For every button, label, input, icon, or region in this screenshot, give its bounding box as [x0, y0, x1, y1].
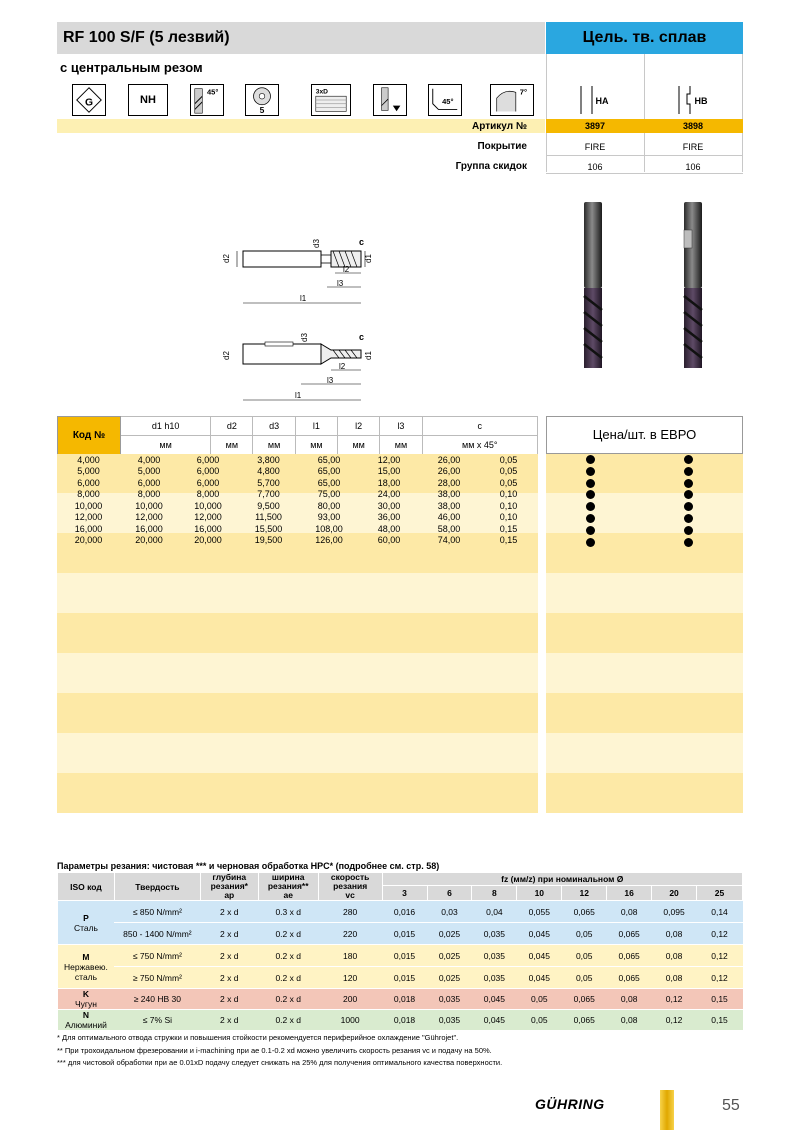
fz-cell: 0,025 — [427, 923, 472, 945]
unit-header: мм — [295, 436, 337, 455]
fz-cell: 0,08 — [607, 901, 652, 923]
ap-header: глубина резания* ap — [200, 873, 258, 901]
iso-cell: K Чугун — [58, 989, 115, 1010]
fz-cell: 0,04 — [472, 901, 517, 923]
dim-cell: 20,000 — [135, 535, 163, 546]
dim-cell: 126,00 — [315, 535, 343, 546]
dim-cell: 16,000 — [194, 523, 222, 534]
fz-cell: 0,035 — [472, 967, 517, 989]
ha-shank-icon — [578, 84, 612, 116]
diameter-header: 12 — [562, 886, 607, 901]
availability-dot — [684, 514, 693, 523]
fz-cell: 0,035 — [472, 945, 517, 967]
drawing-ha-shank — [215, 235, 385, 310]
col-header: l2 — [338, 417, 380, 436]
diameter-header: 8 — [472, 886, 517, 901]
fz-cell: 0,12 — [652, 1010, 697, 1031]
coating-label: Покрытие — [477, 141, 527, 152]
cutting-row — [58, 1010, 743, 1031]
fz-cell: 0,016 — [382, 901, 427, 923]
ap-cell: 2 x d — [200, 1010, 258, 1031]
svg-text:d3: d3 — [300, 333, 309, 342]
brand-logo: GÜHRING — [535, 1096, 605, 1112]
divider — [546, 155, 743, 156]
fz-header: fz (мм/z) при номинальном Ø — [382, 873, 742, 886]
row-band — [57, 773, 538, 813]
dim-cell: 12,000 — [194, 512, 222, 523]
fz-cell: 0,045 — [517, 945, 562, 967]
dim-cell: 18,00 — [377, 477, 401, 488]
dim-cell: 0,05 — [499, 454, 518, 465]
dim-cell: 65,00 — [317, 477, 341, 488]
flutes-icon — [245, 84, 279, 116]
cutting-row — [58, 945, 743, 967]
fz-cell: 0,05 — [562, 923, 607, 945]
fz-cell: 0,035 — [427, 989, 472, 1010]
dim-cell: 8,000 — [196, 489, 220, 500]
fz-cell: 0,08 — [652, 923, 697, 945]
dim-cell: 93,00 — [317, 512, 341, 523]
g-standard-icon — [72, 84, 106, 116]
fz-cell: 0,095 — [652, 901, 697, 923]
fz-cell: 0,05 — [562, 967, 607, 989]
fz-cell: 0,015 — [382, 945, 427, 967]
fz-cell: 0,045 — [472, 1010, 517, 1031]
dim-cell: 0,15 — [499, 523, 518, 534]
vc-header: скорость резания vc — [318, 873, 382, 901]
dim-cell: 15,500 — [254, 523, 283, 534]
unit-header: мм — [380, 436, 422, 455]
row-band — [57, 693, 538, 733]
ae-cell: 0.2 x d — [258, 1010, 318, 1031]
col-header: l1 — [295, 417, 337, 436]
table-row — [57, 489, 538, 501]
availability-dot — [586, 514, 595, 523]
dim-cell: 6,000 — [137, 477, 161, 488]
table-row — [57, 466, 538, 478]
dim-cell: 0,10 — [499, 512, 518, 523]
dim-cell: 9,500 — [257, 500, 280, 511]
diameter-header: 25 — [697, 886, 743, 901]
ae-cell: 0.3 x d — [258, 901, 318, 923]
dim-cell: 20,000 — [194, 535, 222, 546]
vc-cell: 280 — [318, 901, 382, 923]
diameter-header: 20 — [652, 886, 697, 901]
dim-cell: 24,00 — [377, 489, 401, 500]
divider — [546, 173, 743, 174]
dim-cell: 8,000 — [137, 489, 161, 500]
dim-cell: 10,000 — [194, 500, 222, 511]
iso-cell: N Алюминий — [58, 1010, 115, 1031]
svg-text:l1: l1 — [295, 391, 302, 400]
fz-cell: 0,15 — [697, 1010, 743, 1031]
discount-label: Группа скидок — [455, 161, 527, 172]
dim-cell: 36,00 — [377, 512, 401, 523]
article-hb: 3898 — [682, 121, 704, 131]
table-row — [57, 500, 538, 512]
col-header: l3 — [380, 417, 422, 436]
fz-cell: 0,05 — [517, 1010, 562, 1031]
price-band — [546, 733, 743, 773]
page-number: 55 — [722, 1097, 740, 1114]
kod-cell: 5,000 — [77, 466, 100, 477]
kod-cell: 6,000 — [77, 477, 100, 488]
svg-text:HA: HA — [595, 96, 609, 106]
discount-hb: 106 — [685, 162, 701, 172]
tool-photo-ha — [578, 200, 608, 372]
fz-cell: 0,045 — [472, 989, 517, 1010]
fz-cell: 0,015 — [382, 923, 427, 945]
vc-cell: 180 — [318, 945, 382, 967]
availability-dot — [586, 526, 595, 535]
availability-dot — [586, 538, 595, 547]
dimensions-table — [57, 416, 538, 455]
availability-dot — [684, 538, 693, 547]
table-row — [57, 535, 538, 547]
kod-header: Код № — [58, 417, 121, 455]
diameter-header: 3 — [382, 886, 427, 901]
price-band — [546, 653, 743, 693]
kod-cell: 10,000 — [74, 500, 103, 511]
dim-cell: 0,10 — [499, 500, 518, 511]
dim-cell: 4,800 — [257, 466, 280, 477]
subtitle: с центральным резом — [60, 60, 203, 75]
dim-cell: 108,00 — [315, 523, 343, 534]
dim-cell: 3,800 — [257, 454, 280, 465]
unit-header: мм — [211, 436, 253, 455]
fz-cell: 0,05 — [517, 989, 562, 1010]
dim-cell: 30,00 — [377, 500, 401, 511]
fz-cell: 0,08 — [607, 989, 652, 1010]
dim-cell: 6,000 — [196, 466, 220, 477]
dim-cell: 5,000 — [137, 466, 161, 477]
fz-cell: 0,03 — [427, 901, 472, 923]
dimensions-body — [57, 454, 538, 546]
svg-text:d2: d2 — [222, 254, 231, 263]
dim-cell: 75,00 — [317, 489, 341, 500]
dim-cell: 12,000 — [135, 512, 163, 523]
dim-cell: 6,000 — [196, 454, 220, 465]
diameter-header: 10 — [517, 886, 562, 901]
svg-text:HB: HB — [694, 96, 708, 106]
svg-text:G: G — [84, 97, 94, 109]
dim-cell: 38,00 — [437, 500, 461, 511]
price-band — [546, 533, 743, 573]
dim-cell: 11,500 — [255, 512, 282, 523]
availability-dot — [586, 467, 595, 476]
iso-header: ISO код — [58, 873, 115, 901]
fz-cell: 0,12 — [697, 945, 743, 967]
dim-cell: 0,10 — [499, 489, 518, 500]
dim-cell: 0,05 — [499, 466, 518, 477]
discount-ha: 106 — [587, 162, 603, 172]
brand-bar — [660, 1090, 674, 1130]
table-row — [57, 523, 538, 535]
table-row — [57, 477, 538, 489]
svg-text:d3: d3 — [312, 239, 321, 248]
dim-cell: 10,000 — [135, 500, 163, 511]
row-band — [57, 653, 538, 693]
article-ha: 3897 — [584, 121, 606, 131]
fz-cell: 0,08 — [607, 1010, 652, 1031]
vc-cell: 1000 — [318, 1010, 382, 1031]
material-title: Цель. тв. сплав — [546, 22, 743, 54]
helix-angle-icon — [190, 84, 224, 116]
price-band — [546, 493, 743, 533]
svg-text:l1: l1 — [300, 294, 307, 303]
fz-cell: 0,065 — [607, 923, 652, 945]
availability-dot — [684, 467, 693, 476]
availability-dot — [684, 455, 693, 464]
dim-cell: 15,00 — [377, 466, 401, 477]
vc-cell: 220 — [318, 923, 382, 945]
article-label: Артикул № — [472, 121, 527, 132]
fz-cell: 0,025 — [427, 945, 472, 967]
price-header: Цена/шт. в ЕВРО — [546, 416, 743, 454]
dim-cell: 5,700 — [257, 477, 280, 488]
ae-cell: 0.2 x d — [258, 945, 318, 967]
dim-cell: 26,00 — [437, 466, 461, 477]
tool-photo-hb — [678, 200, 708, 372]
diameter-header: 16 — [607, 886, 652, 901]
ap-cell: 2 x d — [200, 945, 258, 967]
dim-cell: 46,00 — [437, 512, 461, 523]
svg-text:l2: l2 — [339, 362, 346, 371]
fz-cell: 0,15 — [697, 989, 743, 1010]
fz-cell: 0,12 — [652, 989, 697, 1010]
dim-cell: 0,15 — [499, 535, 518, 546]
unit-header: мм x 45° — [422, 436, 537, 455]
kod-cell: 20,000 — [74, 535, 103, 546]
col-header: d1 h10 — [121, 417, 211, 436]
fz-cell: 0,045 — [517, 967, 562, 989]
page-title: RF 100 S/F (5 лезвий) — [57, 22, 545, 54]
svg-text:l2: l2 — [343, 265, 350, 274]
cutting-row — [58, 923, 743, 945]
vc-cell: 200 — [318, 989, 382, 1010]
rake-angle-icon — [490, 84, 534, 116]
availability-dot — [586, 455, 595, 464]
dim-cell: 60,00 — [377, 535, 401, 546]
ap-cell: 2 x d — [200, 901, 258, 923]
fz-cell: 0,14 — [697, 901, 743, 923]
footnote-2: ** При трохоидальном фрезеровании и i-machining при ae 0.1-0.2 xd можно увеличить скорость резания vc и подачу на 50%. — [57, 1046, 492, 1055]
fz-cell: 0,035 — [472, 923, 517, 945]
kod-cell: 16,000 — [74, 523, 103, 534]
kod-cell: 4,000 — [77, 454, 100, 465]
hard-cell: 850 - 1400 N/mm² — [114, 923, 200, 945]
cutting-row — [58, 901, 743, 923]
svg-text:d2: d2 — [222, 351, 231, 360]
svg-text:d1: d1 — [364, 254, 373, 263]
plunge-icon — [373, 84, 407, 116]
ap-cell: 2 x d — [200, 989, 258, 1010]
hard-cell: ≤ 850 N/mm² — [114, 901, 200, 923]
hard-cell: ≤ 750 N/mm² — [114, 945, 200, 967]
kod-cell: 12,000 — [74, 512, 103, 523]
table-row — [57, 454, 538, 466]
footnote-1: * Для оптимального отвода стружки и повышения стойкости рекомендуется периферийное охлаждение "Gührojet". — [57, 1033, 459, 1042]
ap-cell: 2 x d — [200, 967, 258, 989]
row-band — [57, 733, 538, 773]
fz-cell: 0,065 — [562, 901, 607, 923]
vc-cell: 120 — [318, 967, 382, 989]
fz-cell: 0,12 — [697, 923, 743, 945]
coating-ha: FIRE — [584, 142, 606, 152]
ae-cell: 0.2 x d — [258, 989, 318, 1010]
svg-text:l3: l3 — [327, 376, 334, 385]
svg-text:l3: l3 — [337, 279, 344, 288]
unit-header: мм — [121, 436, 211, 455]
ap-cell: 2 x d — [200, 923, 258, 945]
dim-cell: 65,00 — [317, 466, 341, 477]
fz-cell: 0,065 — [607, 945, 652, 967]
col-header: c — [422, 417, 537, 436]
iso-cell: M Нержавею. сталь — [58, 945, 115, 989]
fz-cell: 0,065 — [562, 1010, 607, 1031]
row-band — [57, 613, 538, 653]
dim-cell: 0,05 — [499, 477, 518, 488]
kod-cell: 8,000 — [77, 489, 100, 500]
dim-cell: 48,00 — [377, 523, 401, 534]
svg-text:45°: 45° — [206, 87, 219, 97]
dim-cell: 7,700 — [257, 489, 280, 500]
fz-cell: 0,045 — [517, 923, 562, 945]
svg-text:5: 5 — [259, 105, 265, 116]
price-band — [546, 454, 743, 493]
dim-cell: 4,000 — [137, 454, 161, 465]
dim-cell: 6,000 — [196, 477, 220, 488]
fz-cell: 0,065 — [607, 967, 652, 989]
hb-shank-icon — [676, 84, 710, 116]
price-band — [546, 573, 743, 613]
availability-dot — [684, 526, 693, 535]
dim-cell: 80,00 — [317, 500, 341, 511]
diameter-header: 6 — [427, 886, 472, 901]
drawing-hb-shank — [215, 328, 385, 406]
hardness-header: Твердость — [114, 873, 200, 901]
hard-cell: ≥ 240 HB 30 — [114, 989, 200, 1010]
fz-cell: 0,018 — [382, 989, 427, 1010]
fz-cell: 0,055 — [517, 901, 562, 923]
depth-icon — [311, 84, 351, 116]
cutting-row — [58, 967, 743, 989]
price-band — [546, 613, 743, 653]
cutting-table — [57, 872, 743, 1031]
dim-cell: 74,00 — [437, 535, 461, 546]
dim-cell: 28,00 — [437, 477, 461, 488]
footnote-3: *** для чистовой обработки при ae 0.01xD подачу следует снижать на 25% для получения оптимального качества поверхности. — [57, 1058, 503, 1067]
fz-cell: 0,015 — [382, 967, 427, 989]
svg-text:c: c — [359, 237, 365, 247]
dim-cell: 65,00 — [317, 454, 341, 465]
coating-hb: FIRE — [682, 142, 704, 152]
col-header: d3 — [253, 417, 295, 436]
svg-text:3xD: 3xD — [315, 88, 328, 96]
col-header: d2 — [211, 417, 253, 436]
ae-cell: 0.2 x d — [258, 967, 318, 989]
cutting-row — [58, 989, 743, 1010]
availability-dot — [684, 479, 693, 488]
dim-cell: 19,500 — [254, 535, 283, 546]
fz-cell: 0,035 — [427, 1010, 472, 1031]
dim-cell: 16,000 — [135, 523, 163, 534]
price-band — [546, 693, 743, 733]
row-band — [57, 573, 538, 613]
dim-cell: 12,00 — [377, 454, 401, 465]
availability-dot — [586, 479, 595, 488]
hard-cell: ≥ 750 N/mm² — [114, 967, 200, 989]
table-row — [57, 512, 538, 524]
price-band — [546, 773, 743, 813]
dim-cell: 26,00 — [437, 454, 461, 465]
svg-text:45°: 45° — [442, 96, 454, 106]
hard-cell: ≤ 7% Si — [114, 1010, 200, 1031]
ae-cell: 0.2 x d — [258, 923, 318, 945]
unit-header: мм — [253, 436, 295, 455]
nh-type-icon: NH — [128, 84, 168, 116]
dim-cell: 38,00 — [437, 489, 461, 500]
fz-cell: 0,08 — [652, 945, 697, 967]
dim-cell: 58,00 — [437, 523, 461, 534]
svg-text:7°: 7° — [519, 87, 528, 97]
cutting-title: Параметры резания: чистовая *** и черновая обработка HPC* (подробнее см. стр. 58) — [57, 861, 440, 871]
fz-cell: 0,065 — [562, 989, 607, 1010]
fz-cell: 0,018 — [382, 1010, 427, 1031]
ae-header: ширина резания** ae — [258, 873, 318, 901]
fz-cell: 0,12 — [697, 967, 743, 989]
fz-cell: 0,025 — [427, 967, 472, 989]
iso-cell: P Сталь — [58, 901, 115, 945]
svg-text:c: c — [359, 332, 365, 342]
ramp-angle-icon — [428, 84, 462, 116]
fz-cell: 0,05 — [562, 945, 607, 967]
unit-header: мм — [338, 436, 380, 455]
fz-cell: 0,08 — [652, 967, 697, 989]
svg-text:d1: d1 — [364, 351, 373, 360]
